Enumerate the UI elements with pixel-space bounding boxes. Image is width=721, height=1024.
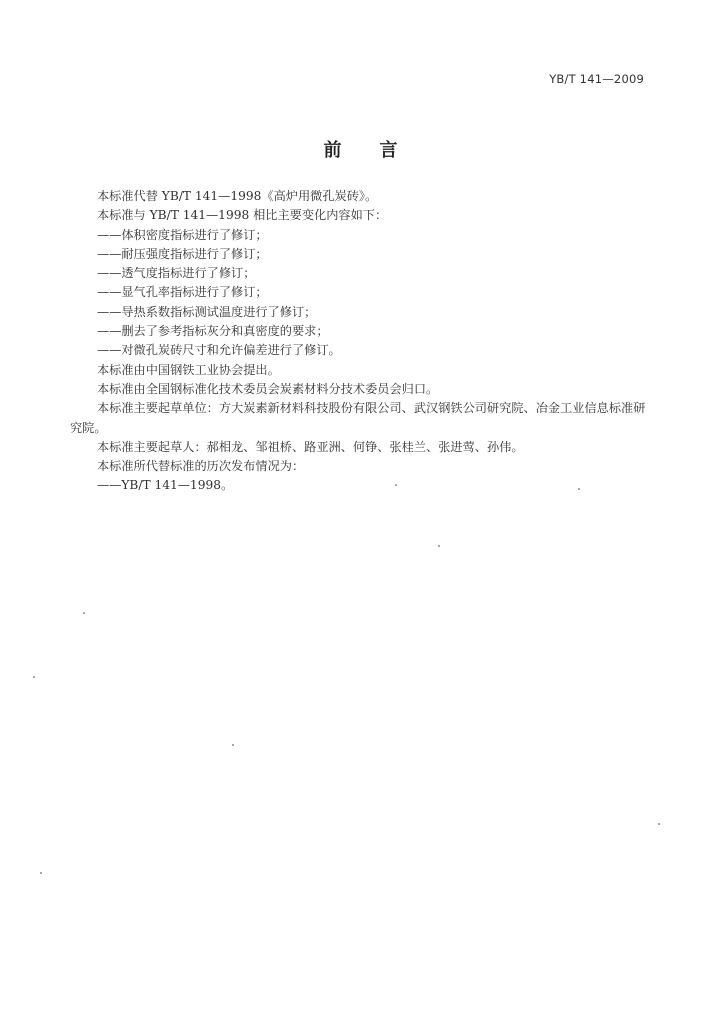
scan-speck — [33, 676, 35, 678]
paragraph-proposed-by: 本标准由中国钢铁工业协会提出。 — [97, 362, 280, 377]
history-item: ——YB/T 141—1998。 — [97, 478, 234, 493]
change-item: ——对微孔炭砖尺寸和允许偏差进行了修订。 — [97, 343, 341, 358]
scan-speck — [40, 872, 42, 874]
change-item: ——体积密度指标进行了修订； — [97, 227, 268, 242]
paragraph-changes-intro: 本标准与 YB/T 141—1998 相比主要变化内容如下： — [97, 208, 388, 223]
change-item: ——耐压强度指标进行了修订； — [97, 246, 268, 261]
scan-speck — [658, 823, 660, 825]
standard-code: YB/T 141—2009 — [549, 72, 644, 86]
change-item: ——透气度指标进行了修订； — [97, 266, 256, 281]
scan-speck — [438, 545, 440, 547]
change-item: ——显气孔率指标进行了修订； — [97, 285, 268, 300]
section-title: 前言 — [323, 140, 436, 161]
paragraph-drafters: 本标准主要起草人：郝相龙、邹祖桥、路亚洲、何铮、张桂兰、张进莺、孙伟。 — [97, 439, 524, 454]
paragraph-replaces: 本标准代替 YB/T 141—1998《高炉用微孔炭砖》。 — [97, 189, 378, 203]
paragraph-centralized-by: 本标准由全国钢标准化技术委员会炭素材料分技术委员会归口。 — [97, 381, 439, 396]
scan-speck — [578, 488, 580, 490]
change-item: ——导热系数指标测试温度进行了修订； — [97, 304, 317, 319]
scan-speck — [83, 612, 85, 614]
foreword-body — [70, 187, 648, 496]
scan-speck — [395, 484, 397, 486]
paragraph-drafting-units: 本标准主要起草单位：方大炭素新材料科技股份有限公司、武汉钢铁公司研究院、冶金工业信息标准研究院。 — [70, 401, 646, 435]
change-item: ——删去了参考指标灰分和真密度的要求； — [97, 324, 329, 339]
paragraph-history-intro: 本标准所代替标准的历次发布情况为： — [97, 459, 305, 474]
scan-speck — [232, 744, 234, 746]
